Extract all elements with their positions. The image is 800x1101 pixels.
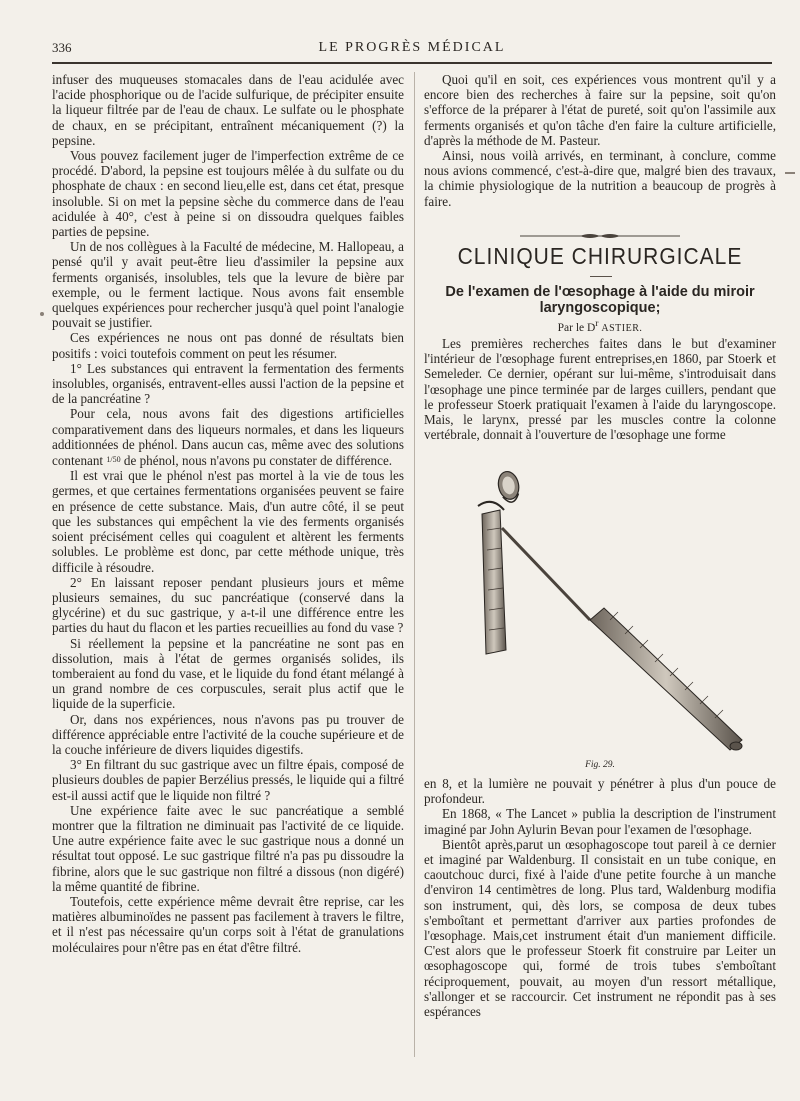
fraction-numerator: 1 — [106, 455, 111, 465]
oesophagoscope-illustration — [440, 470, 760, 770]
figure-caption: Fig. 29. — [585, 760, 615, 770]
paragraph: Ces expériences ne nous ont pas donné de résultats bien positifs : voici toutefois comment on peut les résumer. — [52, 330, 404, 361]
paragraph: Si réellement la pepsine et la pancréatine ne sont pas en dissolution, mais à l'état de germes organisés solides, ils tomberaient au fond du vase, et le liquide du fond étant mélangé à un grand nombre de ces corpuscules, serait plus actif que le liquide de la superficie. — [52, 635, 404, 712]
fraction: 1/50 — [106, 455, 121, 465]
paragraph: en 8, et la lumière ne pouvait y pénétrer à plus d'un pouce de profondeur. — [424, 776, 776, 807]
paragraph: infuser des muqueuses stomacales dans de l'eau acidulée avec l'acide phosphorique ou de l'acide sulfurique, de précipiter ensuite la liqueur filtrée par de l'eau de chaux. Le sulfate ou le phosphate de chaux, en se précipitant, entraînent mécaniquement (?) la pepsine. — [52, 72, 404, 148]
paragraph: Les premières recherches faites dans le but d'examiner l'intérieur de l'œsophage furent entreprises,en 1860, par Stoerk et Semeleder. Ce dernier, opérant sur lui-même, s'introduisait dans l'œsophage une pince terminée par de larges cuillers, pendant que le professeur Stoerk pratiquait l'examen à l'aide du laryngoscope. Mais, le larynx, pressé par les muscles contre la colonne vertébrale, donnait à l'ouverture de l'œsophage une forme — [424, 336, 776, 443]
column-divider — [414, 72, 415, 1057]
paragraph: Quoi qu'il en soit, ces expériences vous montrent qu'il y a encore bien des recherches à faire sur la pepsine, soit qu'on s'efforce de la préparer à l'état de pureté, soit qu'on l'assimile aux ferments organisés et qu'on tâche d'en faire la culture artificielle, d'après la méthode de M. Pasteur. — [424, 72, 776, 148]
byline-prefix: Par le D — [557, 321, 596, 334]
paragraph: Un de nos collègues à la Faculté de médecine, M. Hallopeau, a pensé qu'il y avait peut-être lieu d'assimiler la pepsine aux ferments organisés, insolubles, tels que la levure de bière par exemple, ou le ferment lactique. Nous avons fait ensemble quelques expériences pour rechercher jusqu'à quel point l'analogie pouvait se justifier. — [52, 239, 404, 331]
margin-mark — [785, 172, 795, 174]
paragraph: Or, dans nos expériences, nous n'avons pas pu trouver de différence appréciable entre l'activité de la couche supérieure et de la couche inférieure de divers liquides digestifs. — [52, 711, 404, 757]
ornament-divider — [520, 232, 680, 240]
author-name: ASTIER. — [601, 322, 643, 334]
paragraph: Toutefois, cette expérience même devrait être reprise, car les matières albuminoïdes ne passent pas facilement à travers le filtre, et il n'est pas nécessaire qu'un corps soit à l'état de granulations moléculaires pour n'être pas en état d'être filtré. — [52, 893, 404, 955]
page-number: 336 — [52, 40, 72, 55]
short-rule — [590, 276, 612, 277]
section-title: CLINIQUE CHIRURGICALE — [457, 244, 743, 270]
paragraph: Il est vrai que le phénol n'est pas mortel à la vie de tous les germes, et que certaines fermentations organisées peuvent se faire en présence de cette substance. Mais, d'un autre côté, il se peut que les substances qui empêchent la vie des ferments organisés soient précisément celles qui coagulent et altèrent les ferments solubles. Le problème est donc, par cette méthode unique, très difficile à résoudre. — [52, 468, 404, 575]
paragraph: Ainsi, nous voilà arrivés, en terminant, à conclure, comme nous avions commencé, c'est-à-dire que, malgré bien des travaux, la chimie physiologique de la nutrition a beaucoup de progrès à faire. — [424, 148, 776, 209]
byline-suffix: r — [595, 318, 599, 329]
paragraph: 3° En filtrant du suc gastrique avec un filtre épais, composé de plusieurs doubles de papier Berzélius pressés, le liquide qui a filtré est-il aussi actif que le liquide non filtré ? — [52, 757, 404, 803]
running-title: LE PROGRÈS MÉDICAL — [318, 40, 506, 55]
left-column — [52, 72, 404, 1052]
paragraph-with-fraction — [52, 406, 404, 468]
paragraph: Bientôt après,parut un œsophagoscope tout pareil à ce dernier et imaginé par Waldenburg. Il consistait en un tube conique, en caoutchouc durci, fixé à l'aide d'une petite fourche à un manche d'environ 14 centimètres de long. Plus tard, Waldenburg modifia son instrument, qui, dès lors, se composa de deux tubes s'emboîtant et permettant d'arriver aux parties profondes de l'œsophage. Mais,cet instrument était d'un maniement difficile. C'est alors que le professeur Stoerk fit construire par Leiter un œsophagoscope qui, formé de trois tubes s'emboîtant réciproquement, pouvait, au moyen d'un ressort métallique, s'allonger et se raccourcir. Cet instrument ne répondit pas à ses espérances — [424, 836, 776, 1020]
paragraph: Vous pouvez facilement juger de l'imperfection extrême de ce procédé. D'abord, la pepsine est toujours mêlée à du sulfate ou du phosphate de chaux : en second lieu,elle est, dans cet état, presque insoluble. Si on met la pepsine sèche du commerce dans de l'eau acidulée à 40°, c'est à peine si on dissoudra quelques faibles parties de pepsine. — [52, 148, 404, 240]
page-header — [52, 38, 772, 64]
paragraph-text: de phénol, nous n'avons pu constater de différence. — [123, 453, 393, 469]
paragraph: 2° En laissant reposer pendant plusieurs jours et même plusieurs semaines, du suc pancréatique (conservé dans la glycérine) et du suc gastrique, y a-t-il une différence entre les parties du haut du flacon et les parties recueillies au fond du vase ? — [52, 574, 404, 636]
byline — [424, 318, 776, 334]
margin-mark — [40, 312, 44, 316]
paragraph: En 1868, « The Lancet » publia la description de l'instrument imaginé par John Aylurin Bevan pour l'examen de l'œsophage. — [424, 806, 776, 837]
fraction-denominator: 50 — [112, 455, 121, 465]
right-column-mid — [424, 336, 776, 476]
article-title: De l'examen de l'œsophage à l'aide du miroir laryngoscopique; — [445, 284, 755, 316]
right-column-bottom — [424, 776, 776, 1066]
paragraph: Une expérience faite avec le suc pancréatique a semblé montrer que la filtration ne diminuait pas l'activité de ce liquide. Une autre expérience faite avec le suc gastrique nous a donné un résultat tout opposé. Le suc gastrique filtré n'a pas pu dissoudre la fibrine, alors que le suc gastrique non filtré a dissous (non digéré) la même quantité de fibrine. — [52, 802, 404, 894]
paragraph: 1° Les substances qui entravent la fermentation des ferments insolubles, organisés, entravent-elles aussi l'action de la pepsine et de la pancréatine ? — [52, 360, 404, 407]
paragraph-text: Pour cela, nous avons fait des digestions artificielles comparativement dans des liqueurs normales, et dans les liqueurs additionnées de phénol. Dans aucun cas, même avec des solutions contenant — [52, 406, 404, 469]
